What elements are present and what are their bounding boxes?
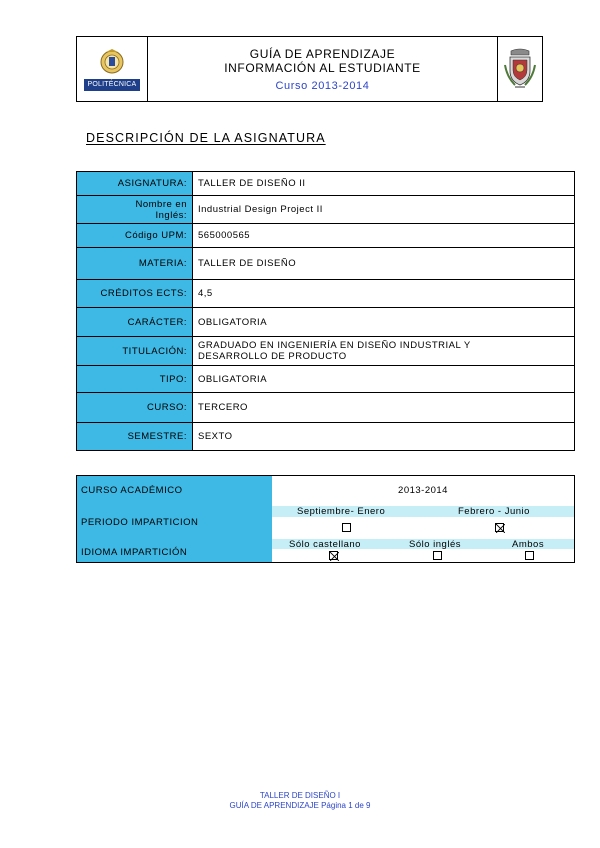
header-course-year: Curso 2013-2014 <box>275 79 370 92</box>
header-title-line1: GUÍA DE APRENDIZAJE <box>249 46 396 61</box>
label-semestre: SEMESTRE: <box>77 423 193 451</box>
language-option-ambos: Ambos <box>512 539 545 550</box>
table-row <box>77 196 575 224</box>
value-tipo: OBLIGATORIA <box>193 366 575 393</box>
table-row <box>77 366 575 393</box>
upm-emblem-icon <box>92 48 132 78</box>
value-semestre: SEXTO <box>193 423 575 451</box>
document-header <box>76 36 543 102</box>
label-curso: CURSO: <box>77 393 193 423</box>
table-row <box>77 337 575 366</box>
period-option-sep-ene: Septiembre- Enero <box>297 506 386 517</box>
table-row <box>77 308 575 337</box>
subject-table <box>76 171 575 451</box>
label-caracter: CARÁCTER: <box>77 308 193 337</box>
language-checkbox-ingles[interactable] <box>433 551 442 560</box>
header-titles <box>148 37 498 101</box>
table-row <box>77 393 575 423</box>
period-label: PERIODO IMPARTICION <box>81 517 199 528</box>
upm-logo <box>77 37 148 101</box>
academic-labels <box>77 476 272 562</box>
footer-line2: GUÍA DE APRENDIZAJE Página 1 de 9 <box>229 801 371 810</box>
label-creditos: CRÉDITOS ECTS: <box>77 280 193 308</box>
value-titulacion-text: GRADUADO EN INGENIERÍA EN DISEÑO INDUSTRIAL Y DESARROLLO DE PRODUCTO <box>198 340 471 362</box>
value-asignatura: TALLER DE DISEÑO II <box>193 172 575 196</box>
label-materia: MATERIA: <box>77 248 193 280</box>
language-option-ingles: Sólo inglés <box>409 539 461 550</box>
header-title-line2: INFORMACIÓN AL ESTUDIANTE <box>224 60 421 75</box>
section-title: DESCRIPCIÓN DE LA ASIGNATURA <box>86 131 326 145</box>
upm-logo-text: POLITÉCNICA <box>84 79 141 91</box>
label-asignatura: ASIGNATURA: <box>77 172 193 196</box>
language-checkbox-castellano[interactable] <box>329 551 338 560</box>
value-nombre-ingles: Industrial Design Project II <box>193 196 575 224</box>
period-checkbox-feb-jun[interactable] <box>495 523 504 532</box>
label-titulacion: TITULACIÓN: <box>77 337 193 366</box>
academic-info-table <box>76 475 575 563</box>
value-materia: TALLER DE DISEÑO <box>193 248 575 280</box>
course-label: CURSO ACADÉMICO <box>81 485 183 496</box>
footer-line1: TALLER DE DISEÑO I <box>259 791 341 800</box>
period-checkbox-sep-ene[interactable] <box>342 523 351 532</box>
value-curso: TERCERO <box>193 393 575 423</box>
value-creditos: 4,5 <box>193 280 575 308</box>
crest-icon <box>503 47 537 91</box>
language-label: IDIOMA IMPARTICIÓN <box>81 547 188 558</box>
check-x-icon <box>330 552 339 561</box>
table-row <box>77 172 575 196</box>
school-crest <box>498 37 542 101</box>
page-footer <box>0 791 600 811</box>
table-row <box>77 280 575 308</box>
label-tipo: TIPO: <box>77 366 193 393</box>
academic-values <box>272 476 574 562</box>
course-year-value: 2013-2014 <box>398 485 448 496</box>
language-checkbox-ambos[interactable] <box>525 551 534 560</box>
value-titulacion <box>193 337 575 366</box>
label-codigo-upm: Código UPM: <box>77 224 193 248</box>
language-option-castellano: Sólo castellano <box>289 539 361 550</box>
value-caracter: OBLIGATORIA <box>193 308 575 337</box>
period-option-feb-jun: Febrero - Junio <box>458 506 530 517</box>
table-row <box>77 224 575 248</box>
table-row <box>77 248 575 280</box>
table-row <box>77 423 575 451</box>
label-nombre-ingles-text: Nombre en Inglés: <box>135 198 187 221</box>
check-x-icon <box>496 524 505 533</box>
value-codigo-upm: 565000565 <box>193 224 575 248</box>
label-nombre-ingles <box>77 196 193 224</box>
